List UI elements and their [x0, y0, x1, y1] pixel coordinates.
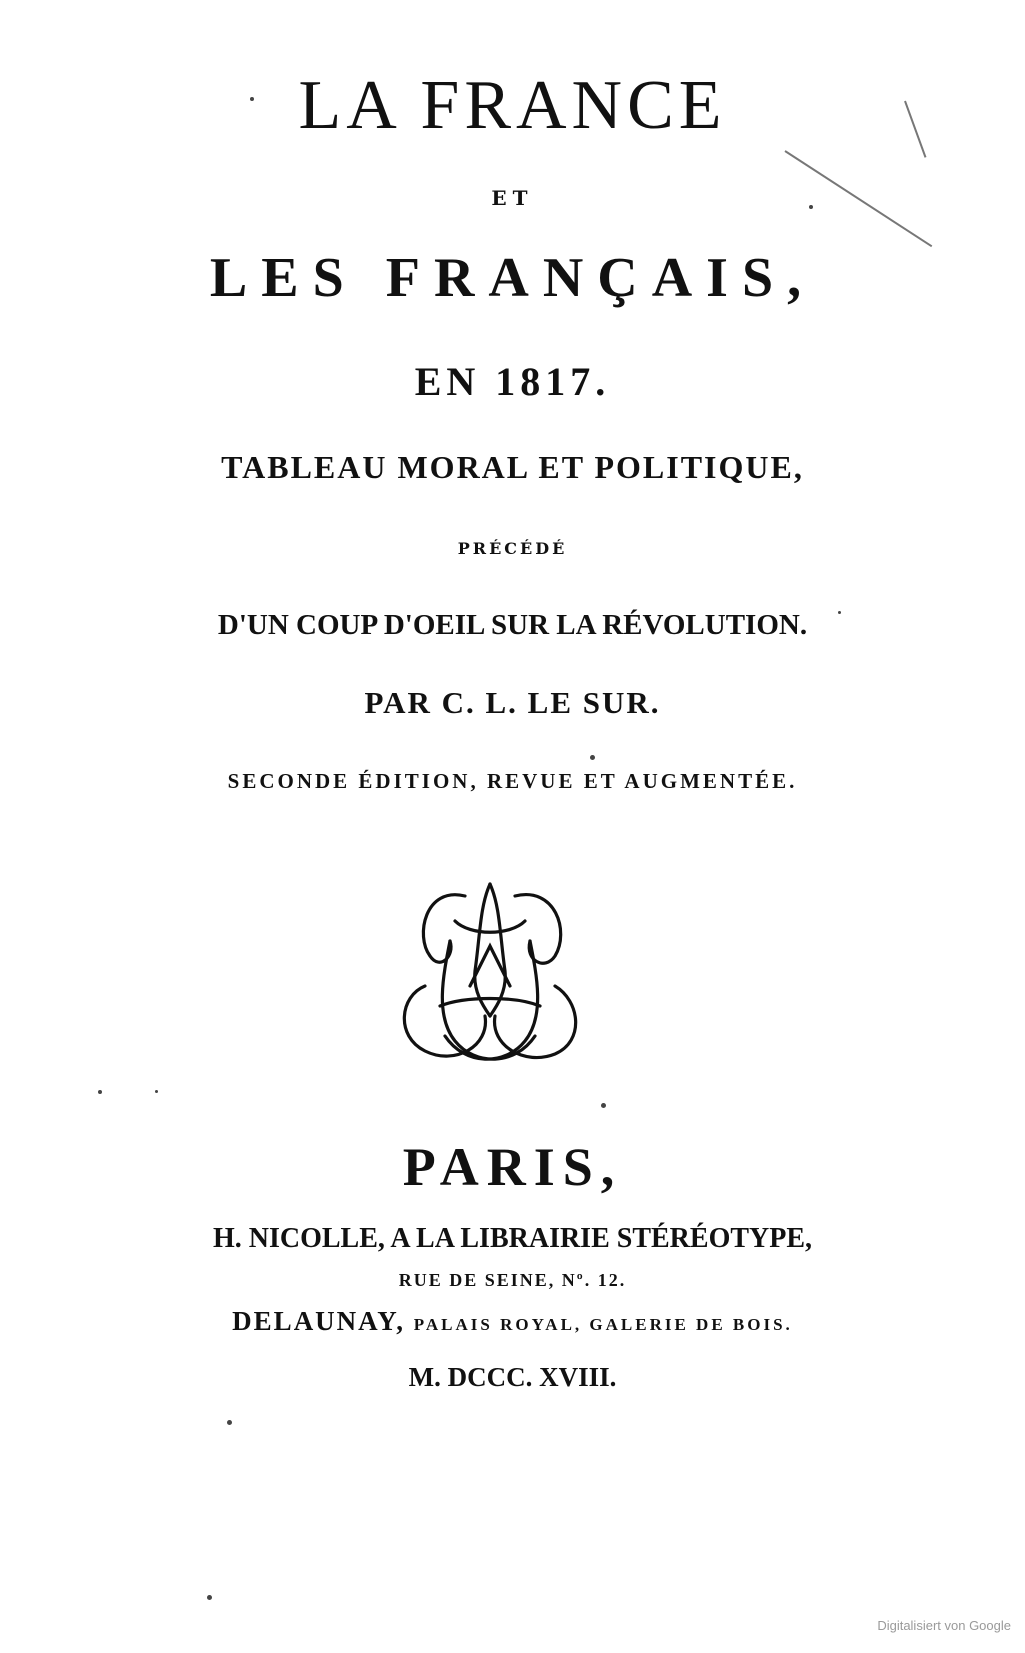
scan-speck — [98, 1090, 102, 1094]
title-la-france: LA FRANCE — [298, 67, 727, 144]
author: PAR C. L. LE SUR. — [364, 685, 661, 720]
edition-statement: SECONDE ÉDITION, REVUE ET AUGMENTÉE. — [227, 769, 798, 793]
preceded-label: PRÉCÉDÉ — [457, 539, 568, 558]
bookseller-address: PALAIS ROYAL, GALERIE DE BOIS. — [413, 1315, 793, 1334]
scan-speck — [809, 205, 813, 209]
publisher-address: RUE DE SEINE, Nº. 12. — [398, 1270, 627, 1290]
imprint-bookseller — [0, 1306, 1025, 1337]
imprint-date: M. DCCC. XVIII. — [408, 1362, 617, 1392]
imprint-place: PARIS, — [402, 1137, 623, 1197]
title-year: EN 1817. — [414, 359, 611, 404]
digitization-watermark: Digitalisiert von Google — [877, 1618, 1011, 1633]
preceded-by-text: D'UN COUP D'OEIL SUR LA RÉVOLUTION. — [217, 609, 808, 641]
scan-speck — [601, 1103, 606, 1108]
scan-speck — [155, 1090, 158, 1093]
subtitle: TABLEAU MORAL ET POLITIQUE, — [221, 449, 804, 485]
imprint-publisher: H. NICOLLE, A LA LIBRAIRIE STÉRÉOTYPE, — [212, 1223, 813, 1254]
scan-speck — [590, 755, 595, 760]
scan-speck — [838, 611, 841, 614]
bookseller-name: DELAUNAY, — [232, 1306, 405, 1336]
scan-speck — [250, 97, 254, 101]
scan-speck — [207, 1595, 212, 1600]
scan-speck — [227, 1420, 232, 1425]
monogram-icon — [395, 876, 585, 1076]
title-et: ET — [491, 186, 534, 210]
title-les-francais: LES FRANÇAIS, — [209, 247, 816, 309]
